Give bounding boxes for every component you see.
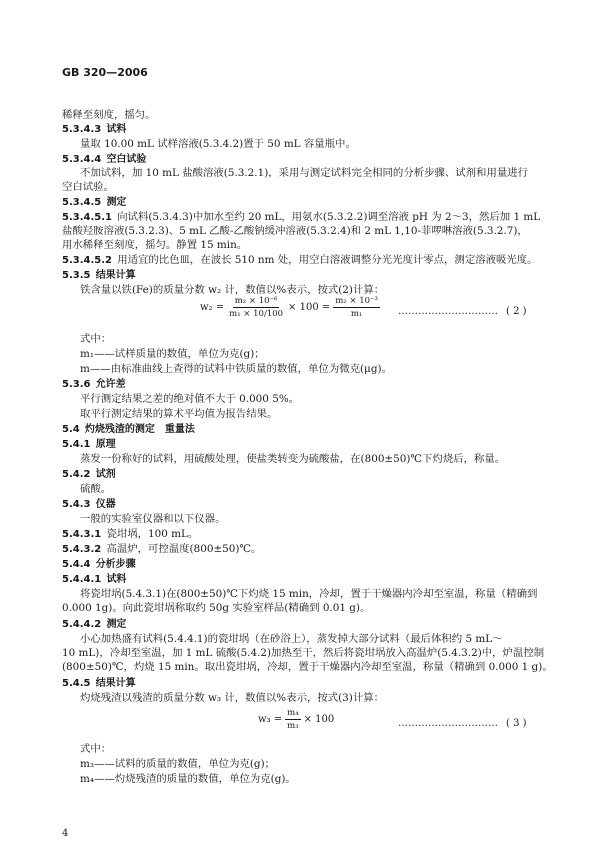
section-heading: 原理 [95, 439, 116, 450]
section-heading: 结果计算 [95, 678, 136, 689]
line-text: 式中： [80, 333, 112, 345]
text-line [80, 587, 537, 601]
text-line [62, 180, 114, 194]
line-text: m₁——试样质量的数值，单位为克(g)； [80, 348, 265, 360]
text-line [80, 742, 111, 756]
section-number: 5.4.4.2 [62, 619, 102, 630]
formula-3-lhs: w₃ = [258, 714, 283, 725]
text-line [80, 482, 111, 496]
formula-2-label: ( 2 ) [506, 306, 527, 317]
line-text: 取平行测定结果的算术平均值为报告结果。 [80, 408, 278, 420]
line-text: 向试料(5.3.4.3)中加水至约 20 mL，用氨水(5.3.2.2)调至溶液 pH 为 2～3，然后加 1 mL [117, 211, 541, 223]
text-line [62, 660, 553, 674]
text-line [80, 632, 503, 646]
section-heading: 试料 [106, 574, 127, 585]
line-text: 瓷坩埚，100 mL。 [106, 528, 199, 540]
text-line [80, 407, 277, 421]
formula-2-f1-denominator: m₁ × 10/100 [229, 309, 284, 319]
section-number: 5.4.3.2 [62, 544, 102, 555]
section-number: 5.4 [62, 424, 80, 435]
formula-2-fraction-1 [227, 296, 285, 319]
formula-3-denominator: m₃ [287, 721, 299, 731]
section-heading: 测定 [106, 619, 127, 630]
line-text: 铁含量以铁(Fe)的质量分数 w₂ 计，数值以%表示，按式(2)计算： [80, 284, 385, 296]
section-heading: 测定 [106, 197, 127, 208]
section-heading: 灼烧残渣的测定 重量法 [84, 424, 195, 435]
text-line [62, 122, 126, 137]
text-line [62, 437, 116, 452]
line-text: 式中： [80, 743, 112, 755]
line-text: 一般的实验室仪器和以下仪器。 [80, 513, 226, 525]
section-heading: 允许差 [95, 379, 126, 390]
line-text: 用水稀释至刻度，摇匀。静置 15 min。 [62, 239, 248, 251]
line-text: m——由标准曲线上查得的试料中铁质量的数值，单位为微克(μg)。 [80, 363, 392, 375]
text-line [80, 332, 111, 346]
section-number: 5.4.3 [62, 499, 91, 510]
formula-3-rhs: × 100 [303, 714, 335, 725]
formula-2-f2-denominator: m₁ [350, 309, 363, 319]
text-line [62, 646, 544, 660]
line-text: 用适宜的比色皿，在波长 510 nm 处，用空白溶液调整分光光度计零点，测定溶液吸光度。 [117, 254, 538, 266]
line-text: 不加试料，加 10 mL 盐酸溶液(5.3.2.1)，采用与测定试料完全相同的分析步骤、试剂和用量进行 [80, 167, 529, 179]
section-number: 5.3.5 [62, 270, 91, 281]
section-number: 5.4.4.1 [62, 574, 102, 585]
line-text: 硫酸。 [80, 483, 112, 495]
section-number: 5.4.3.1 [62, 529, 102, 540]
text-line [62, 238, 247, 252]
section-number: 5.3.4.3 [62, 124, 102, 135]
line-text: 稀释至刻度，摇匀。 [62, 109, 156, 121]
formula-3 [258, 708, 334, 731]
formula-2-f2-numerator: m₂ × 10⁻³ [335, 296, 378, 306]
section-number: 5.3.4.5 [62, 197, 102, 208]
section-heading: 结果计算 [95, 270, 136, 281]
text-line [80, 137, 356, 151]
text-line [62, 253, 538, 268]
text-line [80, 757, 275, 771]
formula-3-numerator: m₄ [287, 708, 299, 718]
formula-3-leader: ………………………… [398, 718, 498, 729]
text-line [62, 377, 126, 392]
line-text: 高温炉，可控温度(800±50)℃。 [106, 543, 262, 555]
formula-3-label: ( 3 ) [506, 718, 527, 729]
text-line [62, 108, 156, 122]
line-text: 蒸发一份称好的试料，用硫酸处理，使盐类转变为硫酸盐，在(800±50)℃下灼烧后，称量。 [80, 453, 506, 465]
section-heading: 空白试验 [106, 154, 147, 165]
formula-2 [200, 296, 383, 319]
section-number: 5.4.5 [62, 678, 91, 689]
section-number: 5.4.4 [62, 559, 91, 570]
section-number: 5.4.1 [62, 439, 91, 450]
section-heading: 分析步骤 [95, 559, 136, 570]
text-line [62, 572, 126, 587]
line-text: 量取 10.00 mL 试样溶液(5.3.4.2)置于 50 mL 容量瓶中。 [80, 138, 356, 150]
text-line [80, 691, 384, 705]
text-line [62, 224, 528, 238]
section-heading: 试料 [106, 124, 127, 135]
text-line [80, 362, 392, 376]
text-line [62, 542, 261, 557]
line-text: 灼烧残渣以残渣的质量分数 w₃ 计，数值以%表示，按式(3)计算： [80, 692, 385, 704]
formula-2-mid: × 100 = [288, 302, 331, 313]
text-line [62, 527, 198, 542]
section-number: 5.3.4.4 [62, 154, 102, 165]
standard-header: GB 320—2006 [62, 66, 148, 79]
text-line [80, 512, 225, 526]
text-line [80, 392, 299, 406]
text-line [62, 676, 136, 691]
line-text: 10 mL)，冷却至室温，加 1 mL 硫酸(5.4.2)加热至干，然后将瓷坩埚放入高温炉(5.4.3.2)中，炉温控制 [62, 647, 545, 659]
text-line [80, 452, 505, 466]
text-line [62, 601, 370, 615]
line-text: 小心加热盛有试料(5.4.4.1)的瓷坩埚（在砂浴上），蒸发掉大部分试料（最后体积约 5 mL～ [80, 633, 503, 645]
text-line [62, 152, 146, 167]
line-text: m₄——灼烧残渣的质量的数值，单位为克(g)。 [80, 773, 296, 785]
text-line [80, 772, 296, 786]
section-number: 5.3.6 [62, 379, 91, 390]
section-number: 5.3.4.5.2 [62, 255, 112, 266]
text-line [62, 268, 136, 283]
page-number: 4 [62, 828, 69, 839]
line-text: 平行测定结果之差的绝对值不大于 0.000 5%。 [80, 393, 300, 405]
line-text: 0.000 1g)。向此瓷坩埚称取约 50g 实验室样品(精确到 0.01 g)。 [62, 602, 371, 614]
text-line [62, 210, 540, 225]
text-line [80, 347, 265, 361]
section-heading: 试剂 [95, 469, 116, 480]
formula-3-fraction [285, 708, 300, 731]
text-line [62, 422, 195, 437]
line-text: (800±50)℃，灼烧 15 min。取出瓷坩埚，冷却，置于干燥器内冷却至室温，称量（精确到 0.000 1 g)。 [62, 661, 553, 673]
text-line [62, 467, 116, 482]
text-line [62, 497, 116, 512]
section-number: 5.3.4.5.1 [62, 212, 112, 223]
text-line [62, 617, 126, 632]
line-text: 将瓷坩埚(5.4.3.1)在(800±50)℃下灼烧 15 min，冷却，置于干燥器内冷却至室温，称量（精确到 [80, 588, 538, 600]
formula-2-leader: ………………………… [398, 306, 498, 317]
text-line [62, 557, 136, 572]
line-text: 盐酸羟胺溶液(5.3.2.3)、5 mL 乙酸-乙酸钠缓冲溶液(5.3.2.4)和 2 mL 1,10-菲啰啉溶液(5.3.2.7)， [62, 225, 528, 237]
text-line [80, 283, 384, 297]
line-text: 空白试验。 [62, 181, 114, 193]
formula-2-fraction-2 [333, 296, 380, 319]
section-number: 5.4.2 [62, 469, 91, 480]
section-heading: 仪器 [95, 499, 116, 510]
formula-2-f1-numerator: m₂ × 10⁻⁶ [234, 296, 278, 306]
text-line [62, 195, 126, 210]
formula-2-lhs: w₂ = [200, 302, 225, 313]
line-text: m₃——试料的质量的数值，单位为克(g)； [80, 758, 276, 770]
text-line [80, 166, 528, 180]
